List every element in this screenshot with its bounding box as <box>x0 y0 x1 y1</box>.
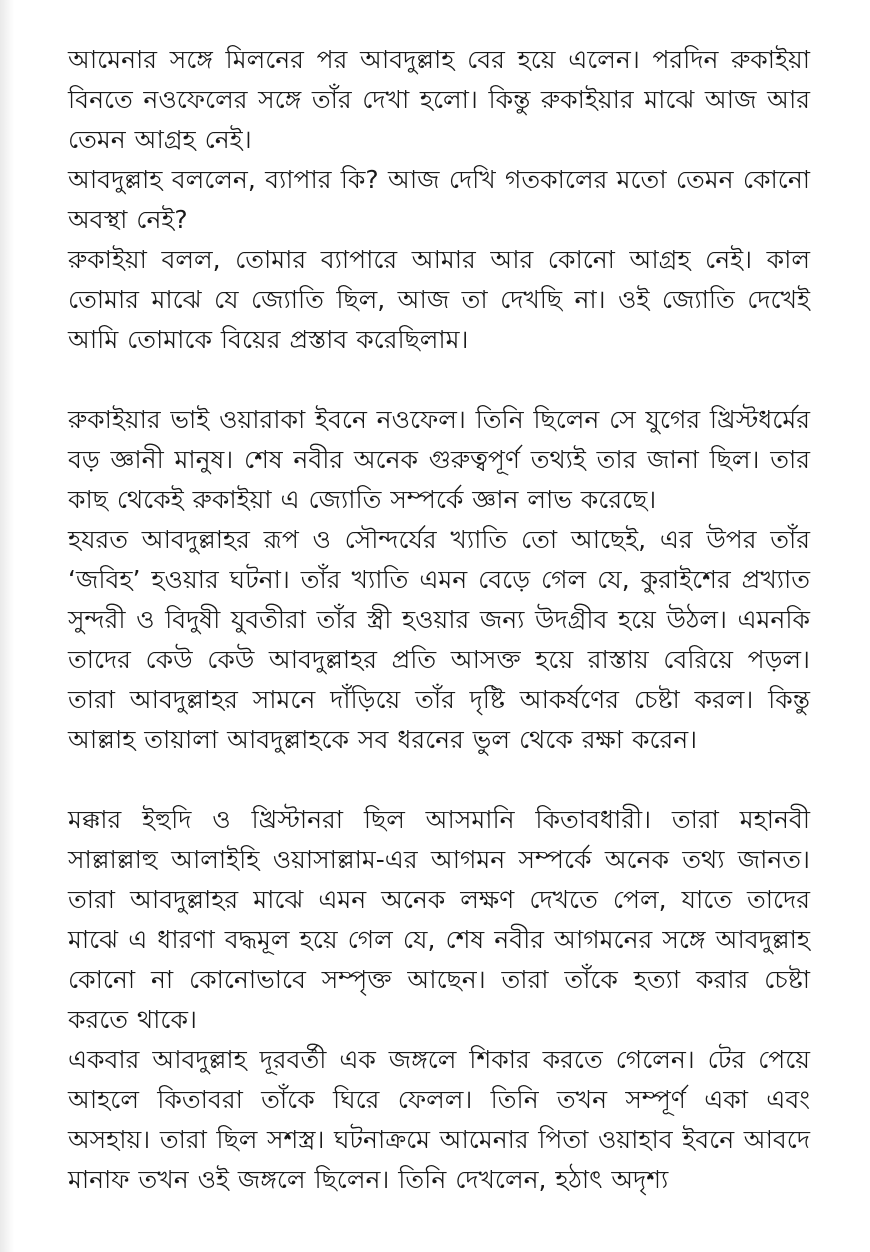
section-gap <box>68 360 810 400</box>
paragraph-meeting: আমেনার সঙ্গে মিলনের পর আবদুল্লাহ বের হয়ে এলেন। পরদিন রুকাইয়া বিনতে নওফেলের সঙ্গে তাঁর দেখা হলো। কিন্তু রুকাইয়ার মাঝে আজ আর তেমন আগ্রহ নেই। <box>68 45 810 154</box>
paragraph-hunting: একবার আবদুল্লাহ দূরবর্তী এক জঙ্গলে শিকার করতে গেলেন। টের পেয়ে আহলে কিতাবরা তাঁকে ঘিরে ফেলল। তিনি তখন সম্পূর্ণ একা এবং অসহায়। তারা ছিল সশস্ত্র। ঘটনাক্রমে আমেনার পিতা ওয়াহাব ইবনে আবদে মানাফ তখন ওই জঙ্গলে ছিলেন। তিনি দেখলেন, হঠাৎ অদৃশ্য <box>68 1045 810 1194</box>
paragraph-people-of-book: মক্কার ইহুদি ও খ্রিস্টানরা ছিল আসমানি কিতাবধারী। তারা মহানবী সাল্লাল্লাহু আলাইহি ওয়াসাল্লাম-এর আগমন সম্পর্কে অনেক তথ্য জানত। তারা আবদুল্লাহর মাঝে এমন অনেক লক্ষণ দেখতে পেল, যাতে তাদের মাঝে এ ধারণা বদ্ধমূল হয়ে গেল যে, শেষ নবীর আগমনের সঙ্গে আবদুল্লাহ কোনো না কোনোভাবে সম্পৃক্ত আছেন। তারা তাঁকে হত্যা করার চেষ্টা করতে থাকে। <box>68 805 810 1034</box>
paragraph-abdullah-fame: হযরত আবদুল্লাহর রূপ ও সৌন্দর্যের খ্যাতি তো আছেই, এর উপর তাঁর ‘জবিহ’ হওয়ার ঘটনা। তাঁর খ্যাতি এমন বেড়ে গেল যে, কুরাইশের প্রখ্যাত সুন্দরী ও বিদুষী যুবতীরা তাঁর স্ত্রী হওয়ার জন্য উদগ্রীব হয়ে উঠল। এমনকি তাদের কেউ কেউ আবদুল্লাহর প্রতি আসক্ত হয়ে রাস্তায় বেরিয়ে পড়ল। তারা আবদুল্লাহর সামনে দাঁড়িয়ে তাঁর দৃষ্টি আকর্ষণের চেষ্টা করল। কিন্তু আল্লাহ তায়ালা আবদুল্লাহকে সব ধরনের ভুল থেকে রক্ষা করেন। <box>68 525 810 754</box>
document-page <box>68 40 810 1220</box>
paragraph-abdullah-question: আবদুল্লাহ বললেন, ব্যাপার কি? আজ দেখি গতকালের মতো তেমন কোনো অবস্থা নেই? <box>68 165 810 234</box>
paragraph-rukaiya-reply: রুকাইয়া বলল, তোমার ব্যাপারে আমার আর কোনো আগ্রহ নেই। কাল তোমার মাঝে যে জ্যোতি ছিল, আজ তা দেখছি না। ওই জ্যোতি দেখেই আমি তোমাকে বিয়ের প্রস্তাব করেছিলাম। <box>68 245 810 354</box>
section-gap <box>68 760 810 800</box>
scan-edge-shadow <box>0 0 14 1252</box>
paragraph-waraka: রুকাইয়ার ভাই ওয়ারাকা ইবনে নওফেল। তিনি ছিলেন সে যুগের খ্রিস্টধর্মের বড় জ্ঞানী মানুষ। শেষ নবীর অনেক গুরুত্বপূর্ণ তথ্যই তার জানা ছিল। তার কাছ থেকেই রুকাইয়া এ জ্যোতি সম্পর্কে জ্ঞান লাভ করেছে। <box>68 405 810 514</box>
